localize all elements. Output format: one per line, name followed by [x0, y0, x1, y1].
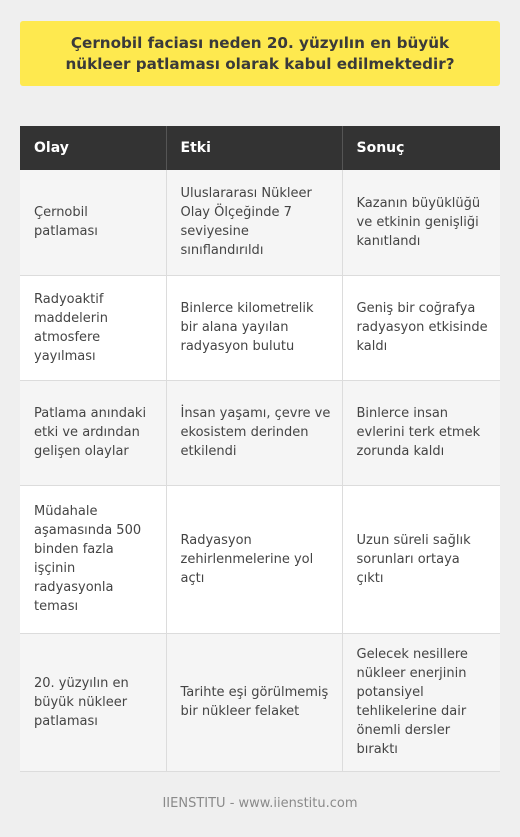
- table-cell: Radyasyon zehirlenmelerine yol açtı: [166, 485, 342, 633]
- table-row: [20, 633, 500, 771]
- table-cell: Uluslararası Nükleer Olay Ölçeğinde 7 seviyesine sınıflandırıldı: [166, 170, 342, 275]
- table-row: [20, 380, 500, 485]
- column-header-olay: Olay: [20, 126, 166, 170]
- comparison-table: [20, 126, 500, 772]
- table-cell: Radyoaktif maddelerin atmosfere yayılması: [20, 275, 166, 380]
- table-cell: Gelecek nesillere nükleer enerjinin potansiyel tehlikelerine dair önemli dersler bıraktı: [342, 633, 500, 771]
- column-header-sonuc: Sonuç: [342, 126, 500, 170]
- table-cell: Kazanın büyüklüğü ve etkinin genişliği kanıtlandı: [342, 170, 500, 275]
- table-header-row: [20, 126, 500, 170]
- table-cell: Uzun süreli sağlık sorunları ortaya çıktı: [342, 485, 500, 633]
- table-cell: Binlerce insan evlerini terk etmek zorunda kaldı: [342, 380, 500, 485]
- table-row: [20, 275, 500, 380]
- table-cell: Binlerce kilometrelik bir alana yayılan radyasyon bulutu: [166, 275, 342, 380]
- table-cell: Patlama anındaki etki ve ardından gelişen olaylar: [20, 380, 166, 485]
- table-cell: 20. yüzyılın en büyük nükleer patlaması: [20, 633, 166, 771]
- table-row: [20, 170, 500, 275]
- table-cell: İnsan yaşamı, çevre ve ekosistem derinden etkilendi: [166, 380, 342, 485]
- table-cell: Çernobil patlaması: [20, 170, 166, 275]
- title-banner: [20, 21, 500, 86]
- table-row: [20, 485, 500, 633]
- page-title: Çernobil faciası neden 20. yüzyılın en büyük nükleer patlaması olarak kabul edilmektedir?: [65, 33, 455, 73]
- footer-credit: IIENSTITU - www.iienstitu.com: [162, 796, 358, 811]
- table-cell: Tarihte eşi görülmemiş bir nükleer felaket: [166, 633, 342, 771]
- table-cell: Müdahale aşamasında 500 binden fazla işçinin radyasyonla teması: [20, 485, 166, 633]
- column-header-etki: Etki: [166, 126, 342, 170]
- table-cell: Geniş bir coğrafya radyasyon etkisinde kaldı: [342, 275, 500, 380]
